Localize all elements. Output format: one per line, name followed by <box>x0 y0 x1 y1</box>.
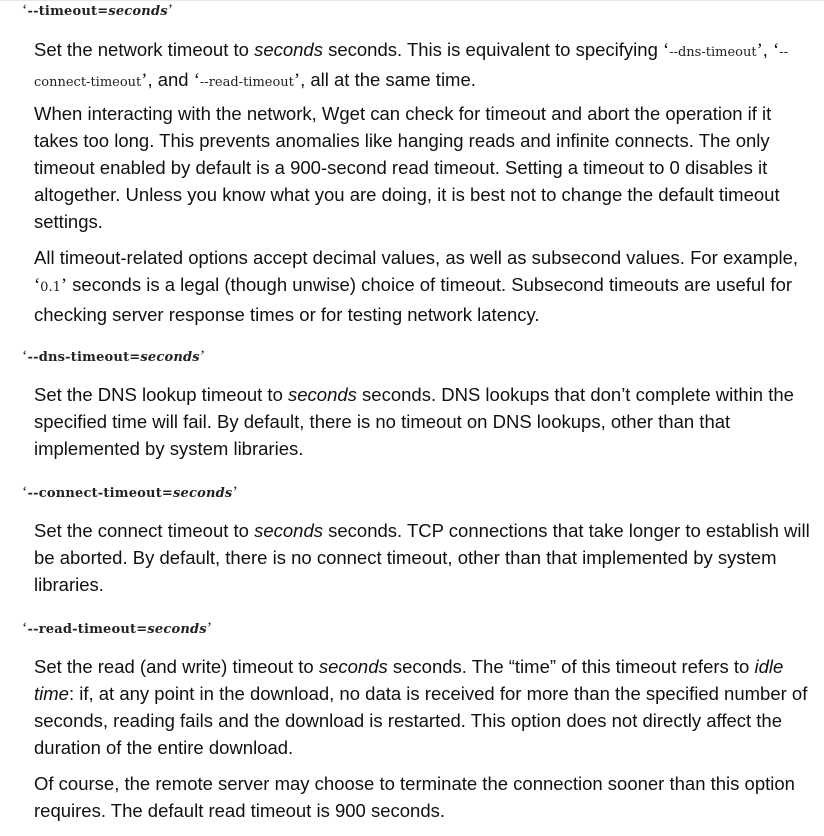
option-term-connect-timeout: ‘--connect-timeout=seconds’ <box>22 484 238 501</box>
paragraph <box>34 653 814 761</box>
text-span: Set the network timeout to <box>34 39 255 60</box>
code-read-timeout: --read-timeout <box>199 75 294 90</box>
text-span: Set the read (and write) timeout to <box>34 656 319 677</box>
text-span: , all at the same time. <box>300 69 476 90</box>
var-span: seconds <box>254 39 323 60</box>
top-divider <box>0 0 824 1</box>
paragraph: All timeout-related options accept decimal values, as well as subsecond values. For example, ‘0.1’ seconds is a legal (though unwise) choice of timeout. Subsecond timeouts are useful for checking server response times or for testing network latency. <box>34 247 799 325</box>
code-dns-timeout: --dns-timeout <box>669 45 757 60</box>
option-term-timeout: ‘--timeout=seconds’ <box>22 2 174 19</box>
option-term-dns-timeout: ‘--dns-timeout=seconds’ <box>22 348 206 365</box>
term-prefix: --connect-timeout= <box>27 486 173 501</box>
paragraph <box>34 517 814 598</box>
paragraph: When interacting with the network, Wget can check for timeout and abort the operation if it takes too long. This prevents anomalies like hanging reads and infinite connects. The only timeout enabled by default is a 900-second read timeout. Setting a timeout to 0 disables it altogether. Unless you know what you are doing, it is best not to change the default timeout settings. <box>34 103 780 232</box>
text-span: seconds. The “time” of this timeout refers to <box>387 656 755 677</box>
text-span: , <box>762 39 774 60</box>
text-span: Set the DNS lookup timeout to <box>34 384 288 405</box>
var-span: idle time <box>34 656 784 704</box>
term-var: seconds <box>147 622 207 637</box>
paragraph <box>34 381 814 462</box>
text-span: seconds is a legal (though unwise) choice of timeout. Subsecond timeouts are useful for checking server response times or for testing network latency. <box>34 274 793 325</box>
term-prefix: --read-timeout= <box>27 622 148 637</box>
paragraph: Of course, the remote server may choose to terminate the connection sooner than this option requires. The default read timeout is 900 seconds. <box>34 773 795 821</box>
text-span: seconds. DNS lookups that don’t complete within the specified time will fail. By default, there is no timeout on DNS lookups, other than that implemented by system libraries. <box>34 384 794 459</box>
term-prefix: --dns-timeout= <box>27 350 141 365</box>
var-span: seconds <box>288 384 357 405</box>
term-prefix: --timeout= <box>27 4 109 19</box>
option-term-read-timeout: ‘--read-timeout=seconds’ <box>22 620 213 637</box>
var-span: seconds <box>254 520 323 541</box>
text-span: Set the connect timeout to <box>34 520 255 541</box>
var-span: seconds <box>318 656 388 677</box>
term-var: seconds <box>173 486 233 501</box>
paragraph: Set the network timeout to seconds seconds. This is equivalent to specifying ‘--dns-timeout’, ‘--connect-timeout’, and ‘--read-timeout’, all at the same time. <box>34 39 788 91</box>
term-var: seconds <box>108 4 168 19</box>
text-span: All timeout-related options accept decimal values, as well as subsecond values. For example, <box>34 247 799 268</box>
text-span: seconds. This is equivalent to specifying <box>322 39 664 60</box>
code-value: 0.1 <box>40 280 61 295</box>
term-var: seconds <box>140 350 200 365</box>
text-span: : if, at any point in the download, no data is received for more than the specified number of seconds, reading fails and the download is restarted. This option does not directly affect the duration of the entire download. <box>34 683 808 758</box>
code-connect-timeout: --connect-timeout <box>34 45 788 90</box>
text-span: , and <box>147 69 194 90</box>
text-span: seconds. TCP connections that take longer to establish will be aborted. By default, there is no connect timeout, other than that implemented by system libraries. <box>34 520 810 595</box>
